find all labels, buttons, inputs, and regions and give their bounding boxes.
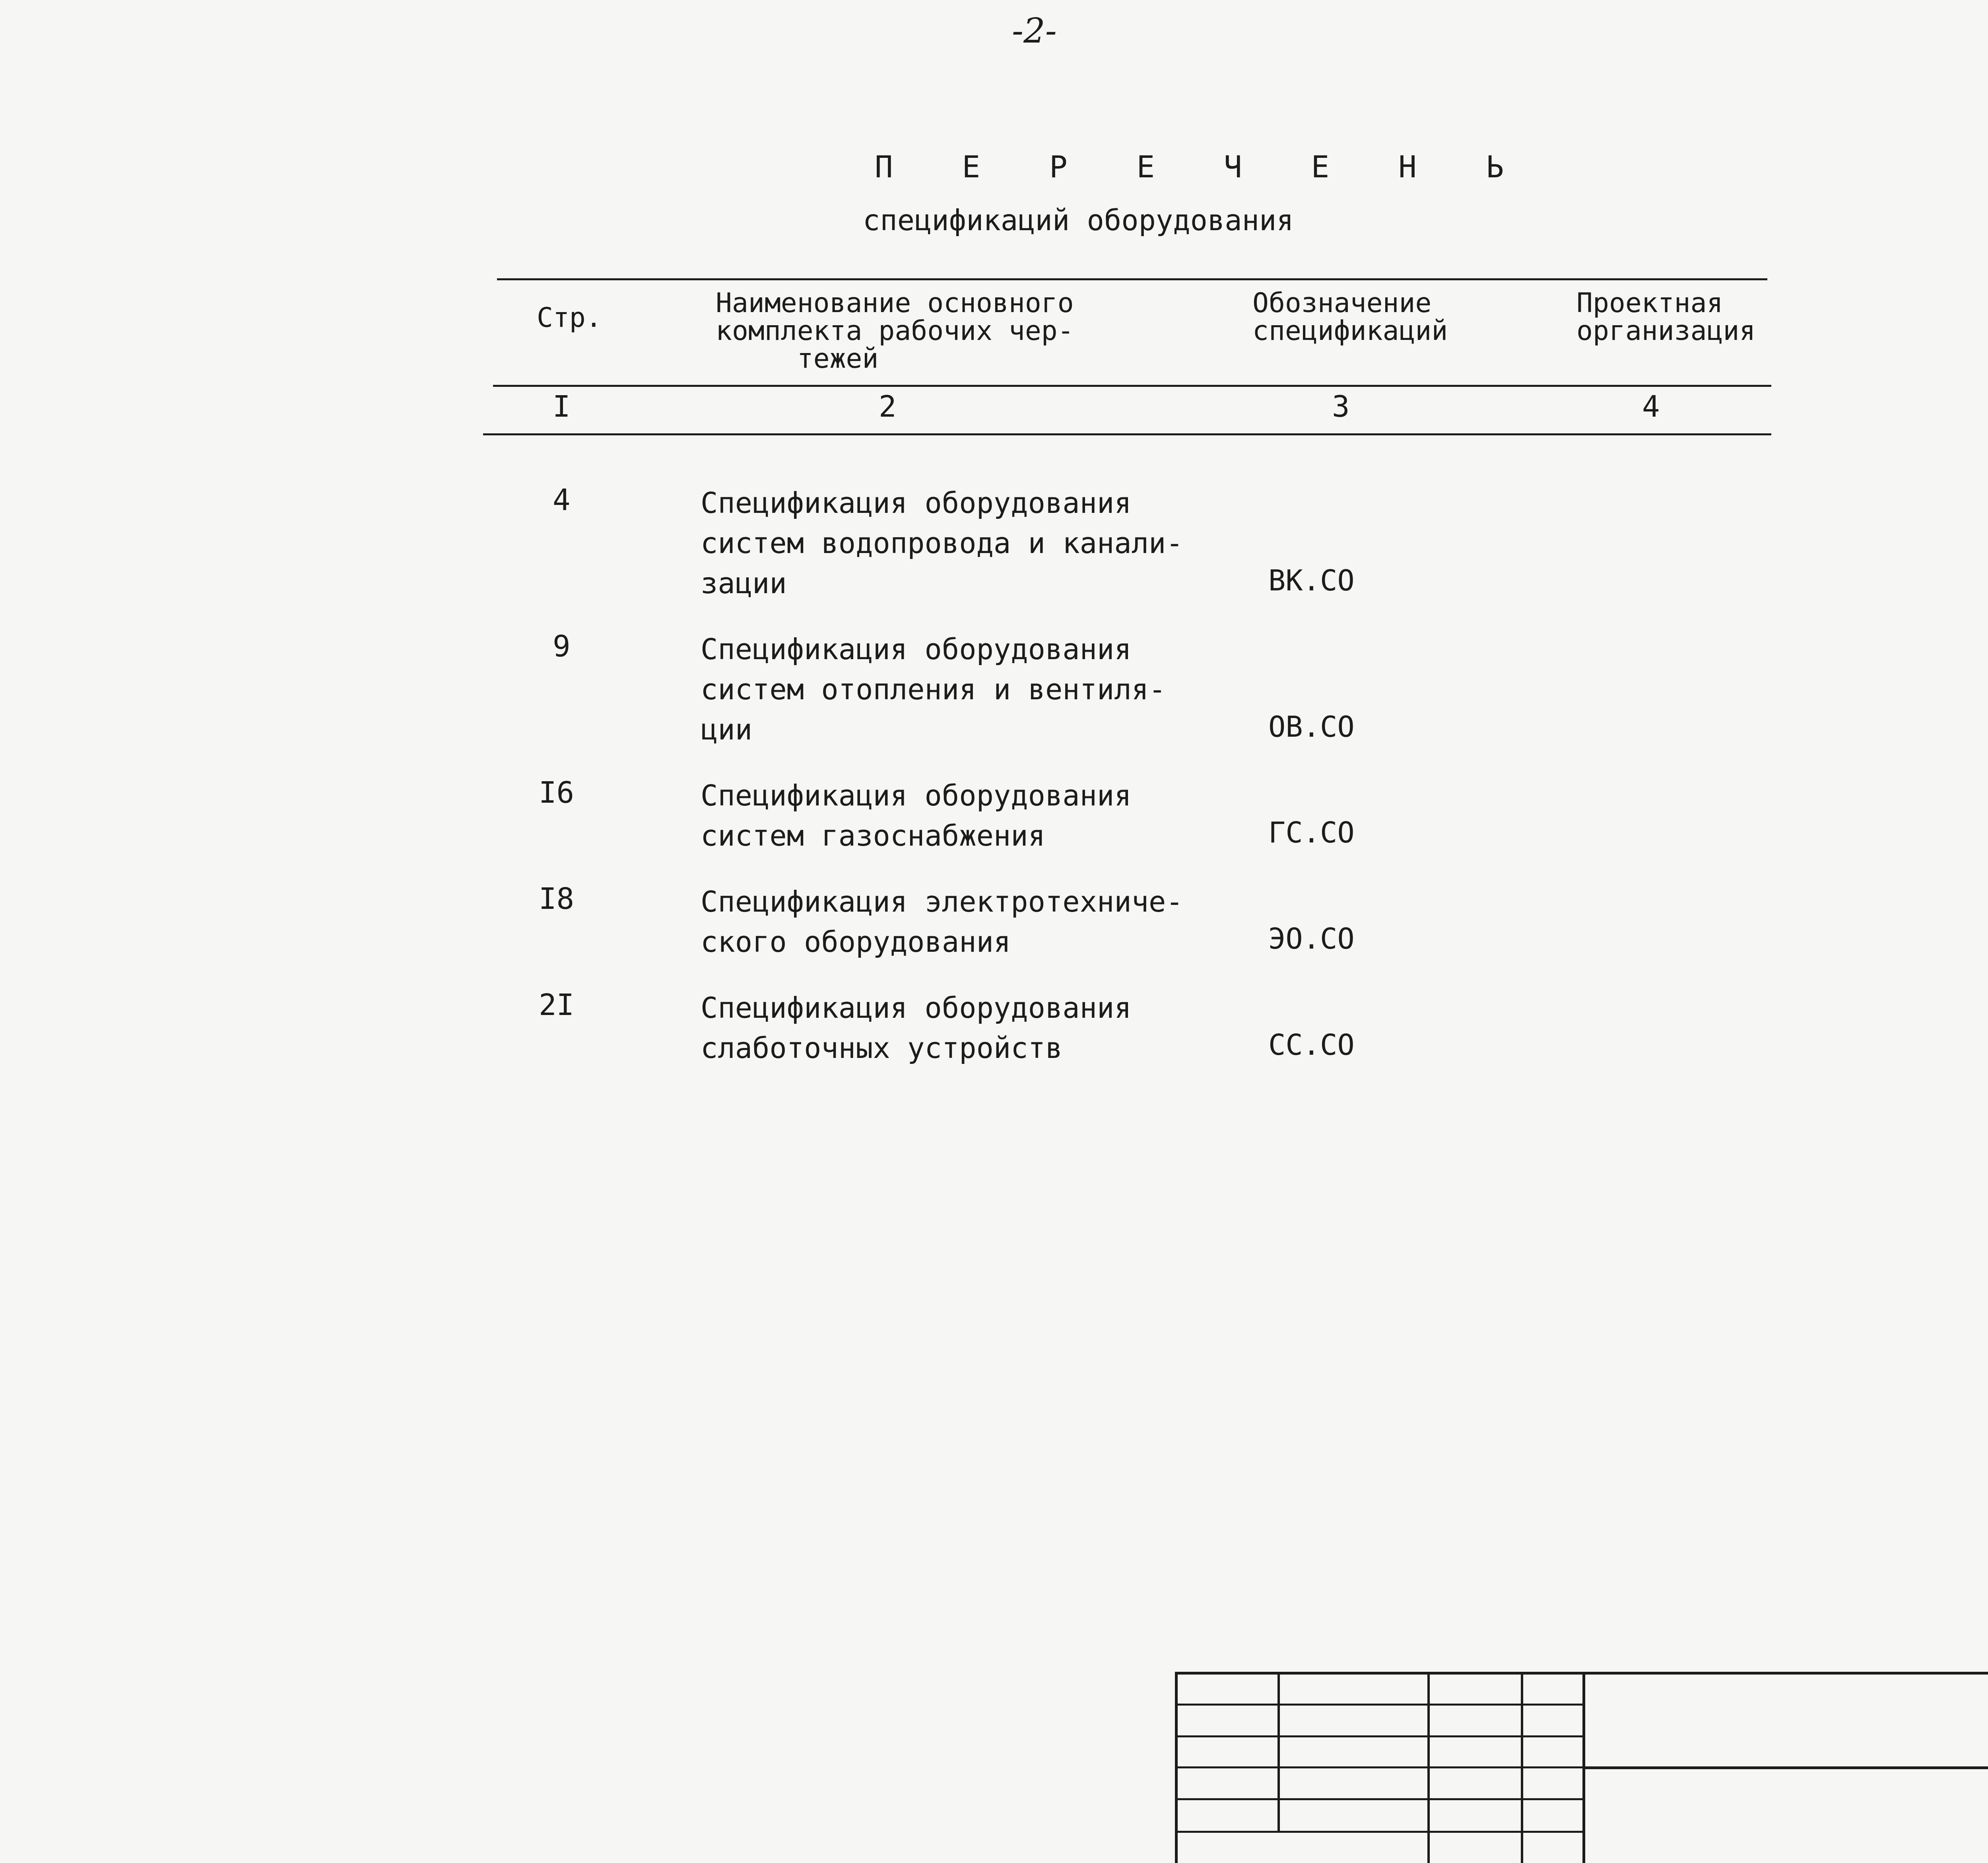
row-name: Спецификация оборудования слаботочных устройств <box>701 991 1132 1065</box>
document-title: П Е Р Е Ч Е Н Ь <box>875 149 1530 184</box>
page-number: -2- <box>1012 11 1057 51</box>
stamp-line <box>1175 1704 1584 1706</box>
stamp-line <box>1175 1766 1584 1768</box>
row-page: 2I <box>539 988 575 1022</box>
document-subtitle: спецификаций оборудования <box>863 204 1294 237</box>
column-numbers-rule <box>483 433 1771 435</box>
header-code: Обозначение спецификаций <box>1252 287 1448 347</box>
row-page: 9 <box>553 629 571 664</box>
header-name: Наименование основного комплекта рабочих чер- тежей <box>716 287 1074 375</box>
stamp-line <box>1175 1735 1584 1737</box>
row-code: ОВ.СО <box>1268 710 1355 743</box>
header-organization: Проектная организация <box>1576 287 1756 347</box>
row-page: I8 <box>539 882 575 916</box>
stamp-line <box>1175 1798 1584 1800</box>
stamp-border <box>1175 1672 1988 1675</box>
header-rule <box>493 385 1771 387</box>
row-code: ВК.СО <box>1268 564 1355 597</box>
column-number-3: 3 <box>1332 390 1350 424</box>
column-number-1: I <box>553 390 571 424</box>
row-page: I6 <box>539 776 575 810</box>
row-name: Спецификация оборудования систем водопровода и канали- зации <box>701 486 1183 600</box>
row-name: Спецификация оборудования систем отопления и вентиля- ции <box>701 633 1166 746</box>
row-code: ГС.СО <box>1268 816 1355 849</box>
table-top-rule <box>497 278 1767 280</box>
row-code: ЭО.СО <box>1268 922 1355 955</box>
title-block-stamp <box>1175 1672 1988 1863</box>
header-page: Стр. <box>537 302 602 334</box>
row-code: СС.СО <box>1268 1028 1355 1062</box>
row-name: Спецификация электротехниче- ского оборудования <box>701 885 1183 959</box>
stamp-line <box>1175 1831 1584 1833</box>
stamp-line <box>1582 1766 1988 1769</box>
row-page: 4 <box>553 483 571 517</box>
column-number-2: 2 <box>879 390 897 424</box>
stamp-line <box>1277 1672 1280 1833</box>
column-number-4: 4 <box>1642 390 1660 424</box>
row-name: Спецификация оборудования систем газоснабжения <box>701 779 1132 852</box>
